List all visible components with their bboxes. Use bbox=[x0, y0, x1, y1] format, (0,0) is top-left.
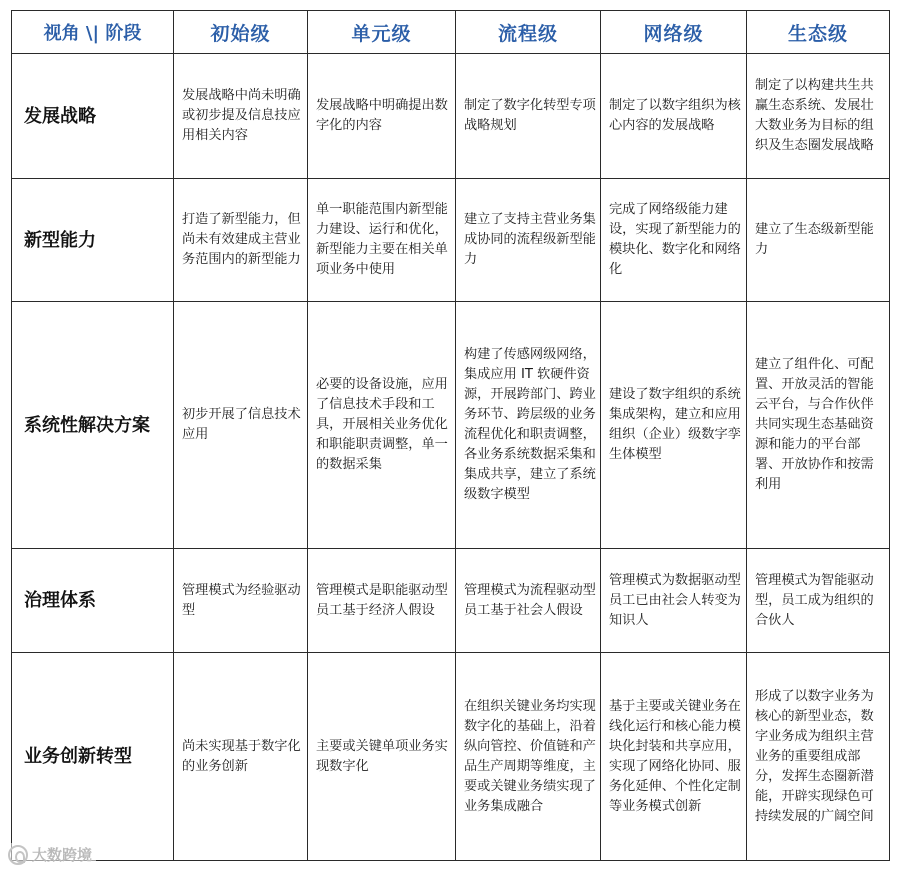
row-header: 系统性解决方案 bbox=[12, 302, 174, 549]
table-cell: 发展战略中明确提出数字化的内容 bbox=[308, 54, 456, 179]
stage-header-unit: 单元级 bbox=[308, 11, 456, 54]
table-cell: 构建了传感网级网络，集成应用 IT 软硬件资源，开展跨部门、跨业务环节、跨层级的业务流程优化和职责调整，各业务系统数据采集和集成共享，建立了系统级数字模型 bbox=[456, 302, 601, 549]
table-cell: 制定了以数字组织为核心内容的发展战略 bbox=[601, 54, 747, 179]
table-cell: 发展战略中尚未明确或初步提及信息技应用相关内容 bbox=[174, 54, 308, 179]
table-cell: 尚未实现基于数字化的业务创新 bbox=[174, 653, 308, 861]
table-cell: 建设了数字组织的系统集成架构，建立和应用组织（企业）级数字孪生体模型 bbox=[601, 302, 747, 549]
table-cell: 管理模式为流程驱动型 员工基于社会人假设 bbox=[456, 549, 601, 653]
watermark bbox=[6, 843, 96, 866]
maturity-table bbox=[11, 10, 890, 861]
header-row bbox=[12, 11, 890, 54]
table-cell: 主要或关键单项业务实现数字化 bbox=[308, 653, 456, 861]
stage-header-initial: 初始级 bbox=[174, 11, 308, 54]
table-cell: 打造了新型能力，但尚未有效建成主营业务范围内的新型能力 bbox=[174, 179, 308, 302]
stage-header-ecosystem: 生态级 bbox=[747, 11, 890, 54]
table-cell: 制定了数字化转型专项战略规划 bbox=[456, 54, 601, 179]
table-cell: 制定了以构建共生共赢生态系统、发展壮大数业务为目标的组织及生态圈发展战略 bbox=[747, 54, 890, 179]
table-row-governance bbox=[12, 549, 890, 653]
table-cell: 建立了生态级新型能力 bbox=[747, 179, 890, 302]
table-row-capability bbox=[12, 179, 890, 302]
watermark-text: 大数跨境 bbox=[32, 846, 93, 864]
row-header: 发展战略 bbox=[12, 54, 174, 179]
table-cell: 完成了网络级能力建设，实现了新型能力的模块化、数字化和网络化 bbox=[601, 179, 747, 302]
row-header: 业务创新转型 bbox=[12, 653, 174, 861]
table-cell: 管理模式为数据驱动型 员工已由社会人转变为知识人 bbox=[601, 549, 747, 653]
table-cell: 管理模式为经验驱动型 bbox=[174, 549, 308, 653]
table-row-innovation bbox=[12, 653, 890, 861]
table-cell: 建立了支持主营业务集成协同的流程级新型能力 bbox=[456, 179, 601, 302]
table-cell: 管理模式是职能驱动型 员工基于经济人假设 bbox=[308, 549, 456, 653]
table-cell: 建立了组件化、可配置、开放灵活的智能云平台，与合作伙伴共同实现生态基础资源和能力的平台部署、开放协作和按需利用 bbox=[747, 302, 890, 549]
stage-header-network: 网络级 bbox=[601, 11, 747, 54]
table-cell: 基于主要或关键业务在线化运行和核心能力模块化封装和共享应用，实现了网络化协同、服务化延伸、个性化定制等业务模式创新 bbox=[601, 653, 747, 861]
watermark-logo-icon bbox=[8, 845, 28, 865]
table-cell: 管理模式为智能驱动型，员工成为组织的合伙人 bbox=[747, 549, 890, 653]
table-row-strategy bbox=[12, 54, 890, 179]
corner-header: 视角 \| 阶段 bbox=[12, 11, 174, 54]
table-cell: 形成了以数字业务为核心的新型业态，数字业务成为组织主营业务的重要组成部分，发挥生态圈新潜能，开辟实现绿色可持续发展的广阔空间 bbox=[747, 653, 890, 861]
row-header: 新型能力 bbox=[12, 179, 174, 302]
table-cell: 必要的设备设施，应用了信息技术手段和工具，开展相关业务优化和职能职责调整，单一的数据采集 bbox=[308, 302, 456, 549]
row-header: 治理体系 bbox=[12, 549, 174, 653]
table-row-solution bbox=[12, 302, 890, 549]
table-cell: 在组织关键业务均实现数字化的基础上，沿着纵向管控、价值链和产品生产周期等维度，主要或关键业务绩实现了业务集成融合 bbox=[456, 653, 601, 861]
stage-header-process: 流程级 bbox=[456, 11, 601, 54]
table-cell: 单一职能范围内新型能力建设、运行和优化，新型能力主要在相关单项业务中使用 bbox=[308, 179, 456, 302]
table-cell: 初步开展了信息技术应用 bbox=[174, 302, 308, 549]
